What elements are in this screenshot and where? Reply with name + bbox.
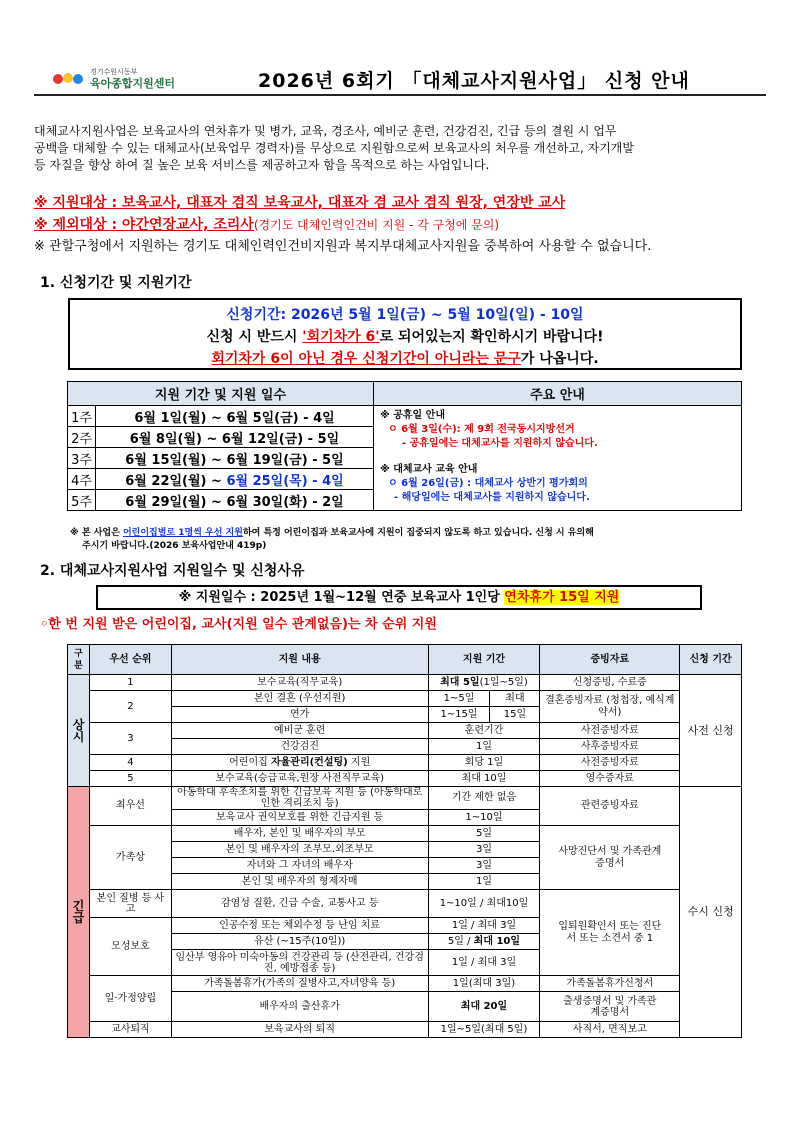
week-label: 1주: [68, 406, 96, 427]
week-range: 6월 29일(월) ~ 6월 30일(화) - 2일: [96, 490, 374, 511]
priority: 3: [89, 723, 171, 755]
support-days-text: ※ 지원일수 : 2025년 1월~12월 연중 보육교사 1인당: [178, 590, 505, 605]
footnote-d: 주시기 바랍니다.(2026 보육사업안내 419p): [82, 541, 267, 551]
page-title: 2026년 6회기 「대체교사지원사업」 신청 안내: [258, 70, 690, 92]
check-text-a: 신청 시 반드시: [206, 329, 303, 345]
docs: 결혼증빙자료 (청첩장, 예식계약서): [540, 691, 680, 723]
footnote-a: ※ 본 사업은: [70, 528, 123, 538]
table-row: [68, 1022, 742, 1038]
footnote: [70, 527, 760, 553]
period: 1일: [428, 874, 540, 890]
period: [428, 675, 540, 691]
header-content: 지원 내용: [171, 645, 428, 675]
period-bold: 최대 5일: [440, 676, 480, 688]
week-range: 6월 15일(월) ~ 6월 19일(금) - 5일: [96, 448, 374, 469]
content: 인공수정 또는 체외수정 등 난임 치료: [171, 918, 428, 934]
period-b: 최대 10일: [473, 935, 521, 947]
docs: 관련증빙자료: [540, 787, 680, 826]
header-docs: 증빙자료: [540, 645, 680, 675]
table-row: [68, 755, 742, 771]
content-b: 자율관리(컨설팅): [270, 756, 348, 768]
content: 유산 (~15주(10일)): [171, 934, 428, 950]
content: 보수교육(승급교육,원장 사전직무교육): [171, 771, 428, 787]
intro-line-3: 등 자질을 향상 하여 질 높은 보육 서비스를 제공하고자 함을 목적으로 하는 사업입니다.: [34, 158, 490, 172]
warn-text-a: 회기차가 6이 아닌 경우 신청기간이 아니라는 문구: [211, 351, 521, 367]
table-row: [68, 406, 742, 427]
content: 보육교사 권익보호를 위한 긴급지원 등: [171, 810, 428, 826]
support-days-box: [96, 585, 702, 610]
table-row: [68, 771, 742, 787]
group: 모성보호: [89, 918, 171, 976]
content: 감염성 질환, 긴급 수술, 교통사고 등: [171, 890, 428, 918]
intro-line-2: 공백을 대체할 수 있는 대체교사(보육업무 경력자)를 무상으로 지원함으로써 보육교사의 처우를 개선하고, 자기개발: [34, 141, 634, 155]
check-text-c: 로 되어있는지 확인하시기 바랍니다!: [379, 329, 604, 345]
table-row: [68, 890, 742, 918]
content: 아동학대 후속조치를 위한 긴급보육 지원 등 (아동학대로 인한 격리조치 등): [171, 787, 428, 810]
apply-period: 신청기간: 2026년 5월 1일(금) ~ 5월 10일(일) - 10일: [226, 307, 584, 323]
duplicate-notice: ※ 관할구청에서 지원하는 경기도 대체인력인건비지원과 복지부대체교사지원을 중복하여 사용할 수 없습니다.: [34, 239, 652, 254]
group: 가족상: [89, 826, 171, 890]
period: 1~5일: [428, 691, 490, 707]
docs: 입퇴원확인서 또는 진단서 또는 소견서 중 1: [540, 890, 680, 976]
header-prio: 우선 순위: [89, 645, 171, 675]
footnote-c: 하여 특정 어린이집과 보육교사에 지원이 집중되지 않도록 하고 있습니다. 신청 시 유의해: [242, 528, 594, 538]
content: 본인 및 배우자의 형제자매: [171, 874, 428, 890]
docs: 사전증빙자료: [540, 755, 680, 771]
round-warning: [70, 348, 740, 368]
category-regular: 상시: [68, 675, 90, 787]
docs: 사후증빙자료: [540, 739, 680, 755]
schedule-header-period: 지원 기간 및 지원 일수: [68, 382, 374, 406]
period: 1일~5일(최대 5일): [428, 1022, 540, 1038]
period: 1일: [428, 739, 540, 755]
content: 예비군 훈련: [171, 723, 428, 739]
max-label: 최대: [490, 691, 540, 707]
target-notice: ※ 지원대상 : 보육교사, 대표자 겸직 보육교사, 대표자 겸 교사 겸직 원장, 연장반 교사: [34, 195, 566, 211]
group: 최우선: [89, 787, 171, 826]
group: 일·가정양립: [89, 976, 171, 1022]
period: 5일: [428, 826, 540, 842]
period: 1~10일 / 최대10일: [428, 890, 540, 918]
period: 기간 제한 없음: [428, 787, 540, 810]
period: 3일: [428, 858, 540, 874]
schedule-header-notice: 주요 안내: [374, 382, 742, 406]
logo-icon: [52, 70, 86, 86]
period: 최대 10일: [428, 771, 540, 787]
content-c: 지원: [347, 756, 371, 768]
docs: 신청증빙, 수료증: [540, 675, 680, 691]
edu-title: ※ 대체교사 교육 안내: [380, 464, 478, 475]
priority: 4: [89, 755, 171, 771]
check-text-b: '회기차가 6': [302, 329, 380, 345]
docs: 영수증자료: [540, 771, 680, 787]
support-table: [67, 644, 742, 1038]
holiday-line-1: ㅇ 6월 3일(수): 제 9회 전국동시지방선거: [388, 424, 575, 435]
content: 보육교사의 퇴직: [171, 1022, 428, 1038]
table-row: [68, 976, 742, 992]
section-2-title: 2. 대체교사지원사업 지원일수 및 신청사유: [40, 563, 305, 579]
content: 가족돌봄휴가(가족의 질병사고,자녀양육 등): [171, 976, 428, 992]
exclude-notice: [34, 214, 499, 234]
week-label: 2주: [68, 427, 96, 448]
logo-name: 육아종합지원센터: [90, 77, 176, 90]
org-logo: [52, 68, 232, 88]
week-label: 5주: [68, 490, 96, 511]
week-label: 3주: [68, 448, 96, 469]
application-period-box: [68, 298, 742, 370]
content: 배우자의 출산휴가: [171, 992, 428, 1022]
week-range-a: 6월 22일(월) ~: [125, 473, 227, 489]
logo-subtitle: 경기수원시동부: [90, 68, 138, 76]
check-round-notice: [70, 326, 740, 346]
category-urgent: 긴급: [68, 787, 90, 1038]
group: 본인 질병 등 사고: [89, 890, 171, 918]
content: 연가: [171, 707, 428, 723]
table-row: [68, 691, 742, 707]
week-range-b: 6월 25일(목) - 4일: [226, 473, 344, 489]
table-row: [68, 675, 742, 691]
priority: 2: [89, 691, 171, 723]
table-row: [68, 723, 742, 739]
content-a: 어린이집: [229, 756, 271, 768]
docs: 출생증명서 및 가족관계증명서: [540, 992, 680, 1022]
intro-line-1: 대체교사지원사업은 보육교사의 연차휴가 및 병가, 교육, 경조사, 예비군 훈련, 건강검진, 긴급 등의 결원 시 업무: [34, 124, 617, 138]
week-range: 6월 8일(월) ~ 6월 12일(금) - 5일: [96, 427, 374, 448]
content: 본인 및 배우자의 조부모.외조부모: [171, 842, 428, 858]
period: 회당 1일: [428, 755, 540, 771]
period: [428, 934, 540, 950]
week-label: 4주: [68, 469, 96, 490]
period: 1일 / 최대 3일: [428, 950, 540, 976]
content: 배우자, 본인 및 배우자의 부모: [171, 826, 428, 842]
week-range: 6월 1일(월) ~ 6월 5일(금) - 4일: [96, 406, 374, 427]
period: 훈련기간: [428, 723, 540, 739]
period-sub: (1일~5일): [479, 676, 528, 688]
period: 최대 20일: [428, 992, 540, 1022]
header-apply: 신청 기간: [680, 645, 742, 675]
period: 3일: [428, 842, 540, 858]
edu-line-1: ㅇ 6월 26일(금) : 대체교사 상반기 평가회의: [388, 478, 588, 489]
header-period: 지원 기간: [428, 645, 540, 675]
period-a: 5일 /: [447, 935, 474, 947]
period: 1일 / 최대 3일: [428, 918, 540, 934]
section-1-title: 1. 신청기간 및 지원기간: [40, 275, 192, 291]
docs: 가족돌봄휴가신청서: [540, 976, 680, 992]
docs: 사망진단서 및 가족관계증명서: [540, 826, 680, 890]
holiday-line-2: - 공휴일에는 대체교사를 지원하지 않습니다.: [402, 438, 598, 449]
docs: 사직서, 면직보고: [540, 1022, 680, 1038]
period: 1일(최대 3일): [428, 976, 540, 992]
exclude-note: (경기도 대체인력인건비 지원 - 각 구청에 문의): [253, 218, 500, 232]
table-row: [68, 826, 742, 842]
priority: 5: [89, 771, 171, 787]
docs: 사전증빙자료: [540, 723, 680, 739]
content: [171, 755, 428, 771]
content: 본인 결혼 (우선지원): [171, 691, 428, 707]
exclude-main: ※ 제외대상 : 야간연장교사, 조리사: [34, 217, 254, 233]
period: 1~15일: [428, 707, 490, 723]
priority: 1: [89, 675, 171, 691]
holiday-title: ※ 공휴일 안내: [380, 410, 445, 421]
warn-text-b: 가 나옵니다.: [520, 351, 599, 367]
content: 임산부 영유아 미숙아동의 건강관리 등 (산전관리, 건강검진, 예방접종 등): [171, 950, 428, 976]
apply-regular: 사전 신청: [680, 675, 742, 787]
table-row: [68, 787, 742, 810]
notice-cell: [374, 406, 742, 511]
priority-rule: ◦한 번 지원 받은 어린이집, 교사(지원 일수 관계없음)는 차 순위 지원: [40, 617, 437, 632]
footnote-b: 어린이집별로 1명씩 우선 지원: [122, 528, 243, 538]
title-divider: [34, 94, 766, 96]
apply-urgent: 수시 신청: [680, 787, 742, 1038]
week-range: [96, 469, 374, 490]
support-days-highlight: 연차휴가 15일 지원: [504, 590, 620, 605]
schedule-table: [67, 381, 742, 511]
period: 1~10일: [428, 810, 540, 826]
group: 교사퇴직: [89, 1022, 171, 1038]
max-value: 15일: [490, 707, 540, 723]
header-cat: 구분: [68, 645, 90, 675]
edu-line-2: - 해당일에는 대체교사를 지원하지 않습니다.: [394, 492, 590, 503]
content: 자녀와 그 자녀의 배우자: [171, 858, 428, 874]
content: 건강검진: [171, 739, 428, 755]
content: 보수교육(직무교육): [171, 675, 428, 691]
